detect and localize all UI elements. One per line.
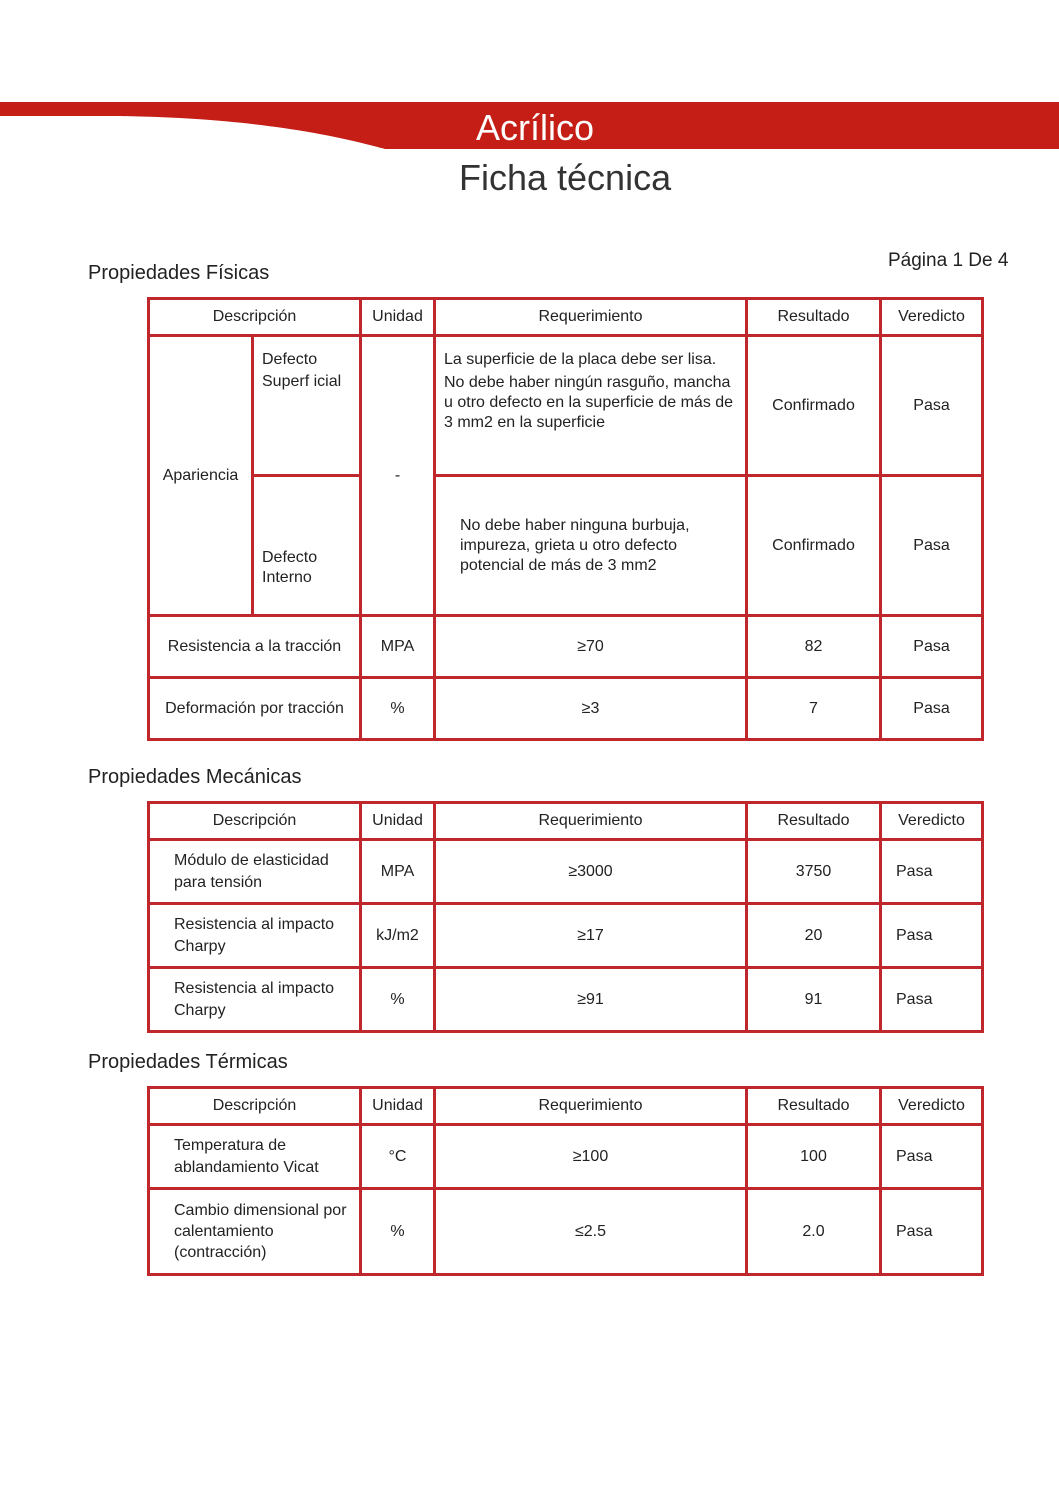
physical-properties-table xyxy=(147,297,984,741)
table-header-row xyxy=(149,803,983,840)
row-unit: % xyxy=(361,968,435,1032)
row-result: 7 xyxy=(747,678,881,740)
row-unit: MPA xyxy=(361,616,435,678)
surface-defect-result: Confirmado xyxy=(747,336,881,476)
row-requirement: ≥100 xyxy=(435,1125,747,1189)
document-subtitle: Ficha técnica xyxy=(459,157,672,198)
surface-defect-requirement xyxy=(435,336,747,476)
row-verdict: Pasa xyxy=(881,616,983,678)
row-verdict: Pasa xyxy=(881,840,983,904)
table-header-row xyxy=(149,299,983,336)
document-title: Acrílico xyxy=(476,107,595,148)
table-row xyxy=(149,476,983,616)
row-result: 3750 xyxy=(747,840,881,904)
table-row xyxy=(149,678,983,740)
mechanical-properties-table xyxy=(147,801,984,1033)
row-unit: % xyxy=(361,678,435,740)
row-description: Deformación por tracción xyxy=(149,678,361,740)
row-verdict: Pasa xyxy=(881,904,983,968)
header-requirement: Requerimiento xyxy=(435,1088,747,1125)
section-title-mechanical: Propiedades Mecánicas xyxy=(88,766,302,788)
row-requirement: ≥3000 xyxy=(435,840,747,904)
row-requirement: ≤2.5 xyxy=(435,1189,747,1275)
row-description: Cambio dimensional por calentamiento (contracción) xyxy=(149,1189,361,1275)
appearance-label: Apariencia xyxy=(149,336,253,616)
surface-requirement-line1: La superficie de la placa debe ser lisa. xyxy=(444,351,717,368)
row-result: 82 xyxy=(747,616,881,678)
header-description: Descripción xyxy=(149,1088,361,1125)
table-row xyxy=(149,968,983,1032)
header-verdict: Veredicto xyxy=(881,1088,983,1125)
surface-requirement-line2: No debe haber ningún rasguño, mancha u otro defecto en la superficie de más de 3 mm2 en la superficie xyxy=(444,374,734,431)
section-title-thermal: Propiedades Térmicas xyxy=(88,1051,288,1073)
header-verdict: Veredicto xyxy=(881,803,983,840)
internal-defect-label: Defecto Interno xyxy=(253,476,361,616)
header-unit: Unidad xyxy=(361,803,435,840)
table-header-row xyxy=(149,1088,983,1125)
row-verdict: Pasa xyxy=(881,1189,983,1275)
row-result: 20 xyxy=(747,904,881,968)
row-description: Resistencia al impacto Charpy xyxy=(149,904,361,968)
page-number: Página 1 De 4 xyxy=(888,250,1009,271)
row-verdict: Pasa xyxy=(881,1125,983,1189)
appearance-unit: - xyxy=(361,336,435,616)
row-requirement: ≥3 xyxy=(435,678,747,740)
header-result: Resultado xyxy=(747,803,881,840)
table-row xyxy=(149,904,983,968)
row-unit: °C xyxy=(361,1125,435,1189)
row-verdict: Pasa xyxy=(881,968,983,1032)
row-requirement: ≥17 xyxy=(435,904,747,968)
internal-defect-verdict: Pasa xyxy=(881,476,983,616)
row-result: 91 xyxy=(747,968,881,1032)
table-row xyxy=(149,1125,983,1189)
table-row xyxy=(149,336,983,476)
thermal-properties-table xyxy=(147,1086,984,1276)
row-unit: % xyxy=(361,1189,435,1275)
header-description: Descripción xyxy=(149,803,361,840)
surface-defect-verdict: Pasa xyxy=(881,336,983,476)
header-result: Resultado xyxy=(747,1088,881,1125)
row-unit: kJ/m2 xyxy=(361,904,435,968)
surface-defect-label: Defecto Superf icial xyxy=(253,336,361,476)
row-description: Módulo de elasticidad para tensión xyxy=(149,840,361,904)
internal-defect-requirement: No debe haber ninguna burbuja, impureza, grieta u otro defecto potencial de más de 3 mm2 xyxy=(435,476,747,616)
row-description: Temperatura de ablandamiento Vicat xyxy=(149,1125,361,1189)
row-result: 2.0 xyxy=(747,1189,881,1275)
row-unit: MPA xyxy=(361,840,435,904)
header-requirement: Requerimiento xyxy=(435,803,747,840)
row-requirement: ≥70 xyxy=(435,616,747,678)
table-row xyxy=(149,616,983,678)
table-row xyxy=(149,1189,983,1275)
header-requirement: Requerimiento xyxy=(435,299,747,336)
header-unit: Unidad xyxy=(361,1088,435,1125)
header-verdict: Veredicto xyxy=(881,299,983,336)
row-result: 100 xyxy=(747,1125,881,1189)
header-result: Resultado xyxy=(747,299,881,336)
row-requirement: ≥91 xyxy=(435,968,747,1032)
row-description: Resistencia a la tracción xyxy=(149,616,361,678)
row-verdict: Pasa xyxy=(881,678,983,740)
header-unit: Unidad xyxy=(361,299,435,336)
table-row xyxy=(149,840,983,904)
row-description: Resistencia al impacto Charpy xyxy=(149,968,361,1032)
header-description: Descripción xyxy=(149,299,361,336)
section-title-physical: Propiedades Físicas xyxy=(88,262,270,284)
internal-defect-result: Confirmado xyxy=(747,476,881,616)
